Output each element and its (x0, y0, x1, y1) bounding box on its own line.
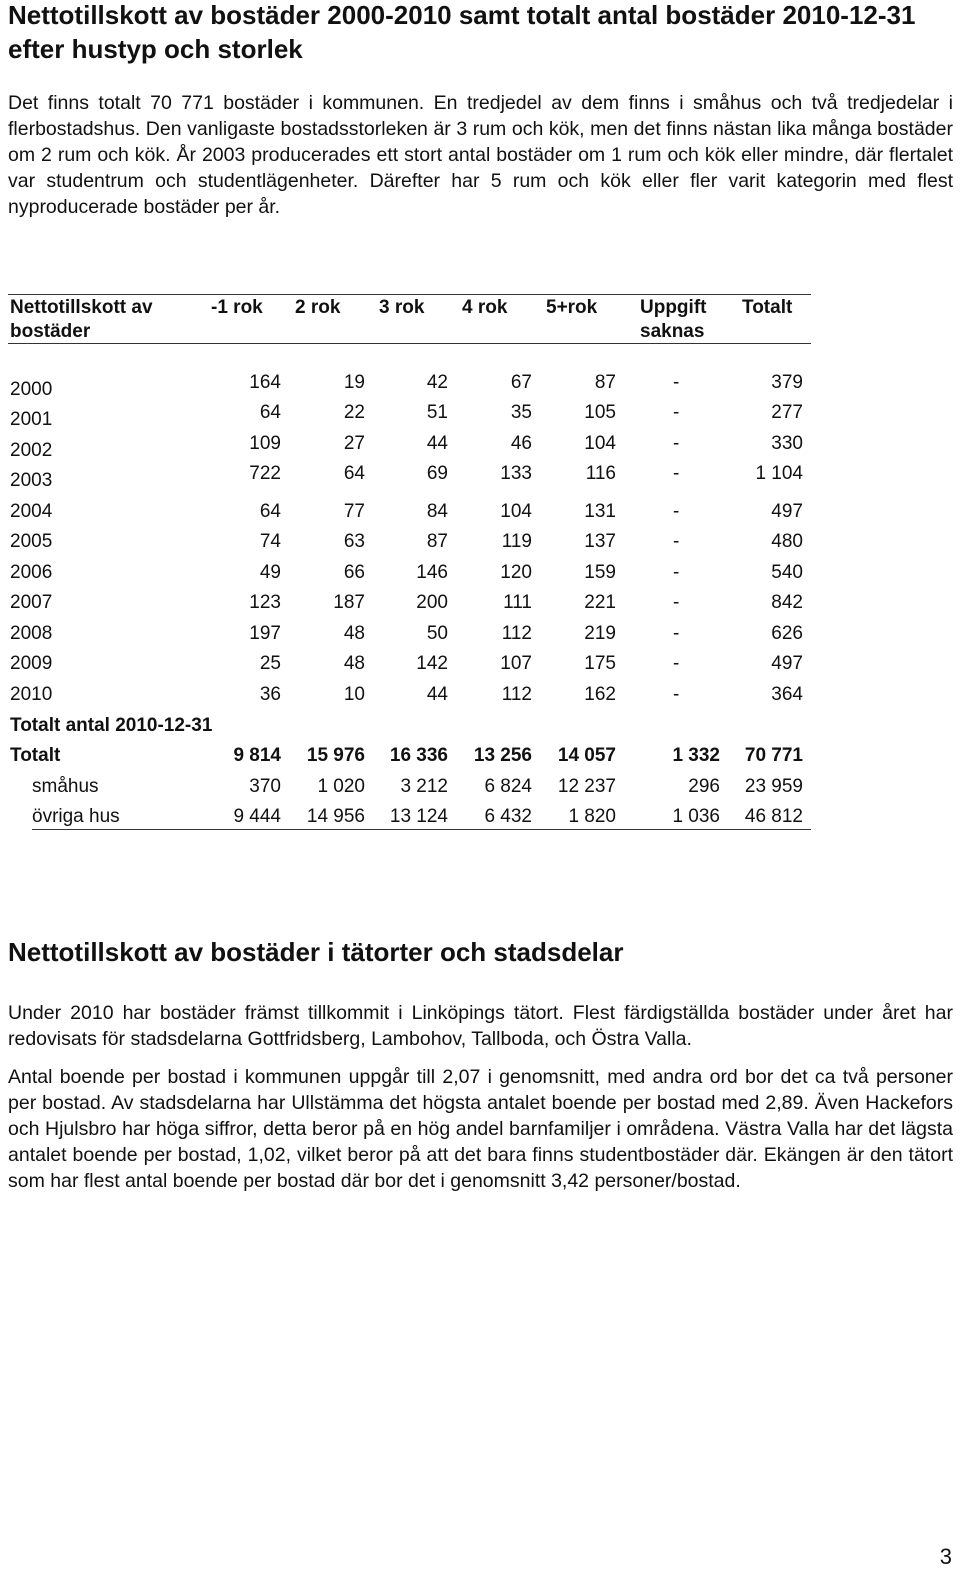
table-row: 2009 25 48 142 107 175 - 497 (10, 653, 803, 674)
table-bottom-rule (32, 829, 811, 830)
header-col-2: 2 rok (295, 297, 341, 318)
table-row: 2001 64 22 51 35 105 - 277 (10, 402, 803, 430)
table-row: 2008 197 48 50 112 219 - 626 (10, 623, 803, 644)
stock-heading: Totalt antal 2010-12-31 (10, 715, 213, 736)
section-title-2: Nettotillskott av bostäder i tätorter och stadsdelar (8, 937, 624, 967)
header-bottom-rule (8, 343, 811, 344)
table-row: 2004 64 77 84 104 131 - 497 (10, 501, 803, 522)
header-total: Totalt (742, 297, 793, 318)
header-col-1: -1 rok (211, 297, 263, 318)
table-top-rule (8, 294, 811, 295)
section-title: Nettotillskott av bostäder 2000-2010 samt totalt antal bostäder 2010-12-31 efter hustyp och storlek (8, 0, 916, 64)
header-label: Nettotillskott av bostäder (10, 297, 153, 342)
intro-paragraph: Det finns totalt 70 771 bostäder i kommunen. En tredjedel av dem finns i småhus och två tredjedelar i flerbostadshus. Den vanligaste bostadsstorleken är 3 rum och kök, men det finns nästan lika många bostäder om 2 rum och kök. År 2003 producerades ett stort antal bostäder om 1 rum och kök eller mindre, där flertalet var studentrum och studentlägenheter. Därefter har 5 rum och kök eller fler varit kategorin med flest nyproducerade bostäder per år. (8, 92, 953, 218)
table-row: småhus 370 1 020 3 212 6 824 12 237 296 23 959 (32, 776, 803, 797)
table-row: 2006 49 66 146 120 159 - 540 (10, 562, 803, 583)
table-row: 2007 123 187 200 111 221 - 842 (10, 592, 803, 613)
header-col-4: 4 rok (462, 297, 508, 318)
header-col-5: 5+rok (546, 297, 598, 318)
table-row: 2002 109 27 44 46 104 - 330 (10, 433, 803, 461)
paragraph-1: Under 2010 har bostäder främst tillkommit i Linköpings tätort. Flest färdigställda bostäder under året har redovisats för stadsdelarna Gottfridsberg, Lambohov, Tallboda, och Östra Valla. (8, 1002, 953, 1050)
header-col-3: 3 rok (379, 297, 425, 318)
page-number: 3 (939, 1544, 952, 1569)
stock-heading-row (0, 713, 960, 739)
table-row: 2005 74 63 87 119 137 - 480 (10, 531, 803, 552)
table-row: övriga hus 9 444 14 956 13 124 6 432 1 820 1 036 46 812 (32, 806, 803, 827)
table-row: 2003 722 64 69 133 116 - 1 104 (10, 463, 803, 491)
header-missing: Uppgift saknas (640, 297, 707, 342)
table-row: 2010 36 10 44 112 162 - 364 (10, 684, 803, 705)
paragraph-2: Antal boende per bostad i kommunen uppgår till 2,07 i genomsnitt, med andra ord bor det ca två personer per bostad. Av stadsdelarna har Ullstämma det högsta antalet boende per bostad med 2,89. Även Hackefors och Hjulsbro har höga siffror, detta beror på en hög andel barnfamiljer i områdena. Västra Valla har det lägsta antalet boende per bostad, 1,02, vilket beror på att det bara finns studentbostäder där. Ekängen är den tätort som har flest antal boende per bostad där bor det i genomsnitt 3,42 personer/bostad. (8, 1066, 953, 1192)
table-row: 2000 164 19 42 67 87 - 379 (10, 372, 803, 400)
table-row-total: Totalt 9 814 15 976 16 336 13 256 14 057 1 332 70 771 (10, 745, 803, 766)
